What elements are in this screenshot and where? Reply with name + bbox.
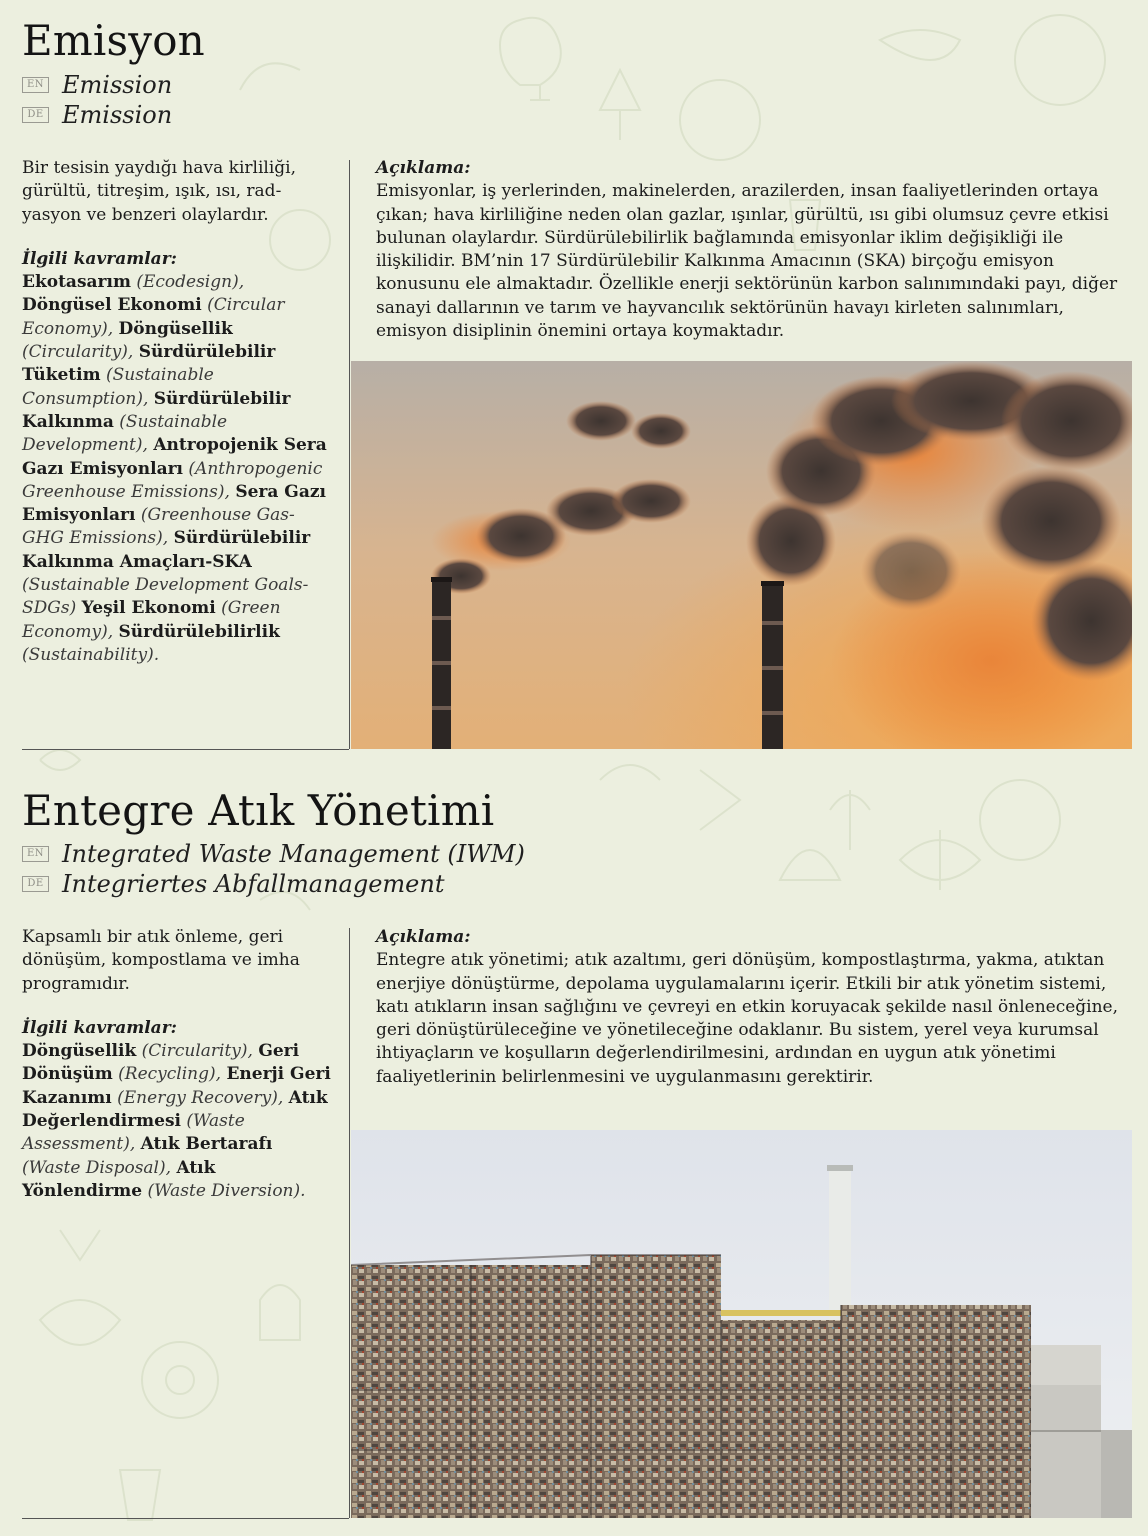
translation-text: Integriertes Abfallmanagement [62, 870, 445, 898]
related-term: Döngüsel Ekonomi [22, 295, 202, 316]
related-term-en: (Sustainable Development), [22, 411, 228, 456]
entry-title: Emisyon [22, 16, 205, 65]
related-term-en: (Waste Diversion). [147, 1180, 306, 1201]
translation-de [22, 101, 172, 129]
related-term-en: (Circularity), [22, 342, 134, 363]
explanation-text: Entegre atık yönetimi; atık azaltımı, geri dönüşüm, kompostlaştırma, yakma, atıktan enerjiye dönüştürme, depolama uygulamalarını içerir. Etkili bir atık yönetim sistemi, katı atıkların insan sağlığını ve çevreyi en etkin koruyacak şekilde nasıl önleneceğine, geri dönüştürüleceğine ve yönetileceğine odaklanır. Bu sistem, yerel veya kurumsal ihtiyaçların ve koşulların değerlendirilmesini, ardından en uygun atık yönetimi faaliyetlerinin belirlenmesini ve uygulanmasını gerektirir. [376, 950, 1119, 1087]
section-divider [22, 1518, 349, 1519]
related-term-en: (Anthropogenic Greenhouse Emissions), [22, 458, 323, 502]
related-term: Atık Yönlendirme [22, 1157, 216, 1201]
related-term-en: (Green Economy), [22, 598, 281, 642]
explanation-block [376, 926, 1121, 1089]
related-term-en: (Circular Economy), [22, 295, 285, 339]
related-term: Sürdürülebilir Kalkınma [22, 388, 291, 432]
definition: Bir tesisin yaydığı hava kirliliği, gürültü, titreşim, ışık, ısı, rad-yasyon ve benzeri olaylardır. [22, 158, 296, 225]
related-heading: İlgili kavramlar: [22, 248, 177, 269]
lang-badge-de: DE [22, 876, 49, 892]
related-heading: İlgili kavramlar: [22, 1017, 177, 1038]
related-term-en: (Sustainable Consumption), [22, 365, 214, 409]
column-divider [349, 160, 350, 749]
related-list [22, 1040, 332, 1203]
explanation-heading: Açıklama: [376, 927, 471, 947]
waste-bales-photo [351, 1130, 1132, 1518]
translation-text: Emission [62, 101, 173, 129]
related-term: Döngüsellik [22, 1041, 137, 1062]
related-term: Geri Dönüşüm [22, 1041, 300, 1085]
related-term: Sera Gazı Emisyonları [22, 481, 326, 526]
related-term-en: (Ecodesign), [136, 272, 245, 293]
related-term-en: (Waste Assessment), [22, 1111, 245, 1155]
explanation-text: Emisyonlar, iş yerlerinden, makinelerden, arazilerden, insan faaliyetlerinden ortaya çıkan; hava kirliliğine neden olan gazlar, ışınlar, gürültü, ısı gibi olumsuz çevre etkisi bulunan olaylardır. Sürdürülebilirlik bağlamında emisyonlar iklim değişikliği ile ilişkilidir. BM’nin 17 Sürdürülebilir Kalkınma Amacının (SKA) birçoğu emisyon konusunu ele almaktadır. Özellikle enerji sektörünün karbon salınımındaki payı, diğer sanayi dallarının ve tarım ve hayvancılık sektörünün havayı kirleten salınımları, emisyon disiplinin önemini ortaya koymaktadır. [376, 181, 1118, 342]
translation-text: Emission [62, 71, 173, 99]
column-divider [349, 928, 350, 1518]
related-term: Ekotasarım [22, 272, 131, 293]
smokestacks-photo [351, 361, 1132, 749]
related-term: Yeşil Ekonomi [81, 598, 216, 619]
entry-title: Entegre Atık Yönetimi [22, 786, 495, 835]
related-term: Sürdürülebilir Tüketim [22, 342, 276, 386]
related-term-en: (Greenhouse Gas-GHG Emissions), [22, 505, 295, 549]
related-term: Antropojenik Sera Gazı Emisyonları [22, 435, 327, 479]
explanation-heading: Açıklama: [376, 158, 471, 178]
related-term-en: (Circularity), [141, 1041, 253, 1062]
translation-en [22, 71, 172, 99]
lang-badge-en: EN [22, 846, 49, 862]
related-term-en: (Sustainable Development Goals-SDGs) [22, 575, 309, 619]
related-term-en: (Waste Disposal), [22, 1157, 172, 1178]
lang-badge-en: EN [22, 77, 49, 93]
section-divider [22, 749, 349, 750]
related-term: Sürdürülebilirlik [118, 621, 280, 642]
related-term: Atık Değerlendirmesi [22, 1087, 328, 1132]
related-term-en: (Recycling), [118, 1064, 222, 1085]
translation-de [22, 870, 444, 898]
related-term: Döngüsellik [118, 318, 233, 339]
translation-text: Integrated Waste Management (IWM) [62, 840, 525, 868]
related-term: Atık Bertarafı [140, 1134, 273, 1155]
related-term: Enerji Geri Kazanımı [22, 1064, 331, 1108]
translation-en [22, 840, 525, 868]
lang-badge-de: DE [22, 107, 49, 123]
related-term: Sürdürülebilir Kalkınma Amaçları-SKA [22, 528, 311, 572]
related-term-en: (Sustainability). [22, 644, 160, 665]
related-term-en: (Energy Recovery), [117, 1087, 284, 1108]
left-column [22, 926, 332, 1203]
definition: Kapsamlı bir atık önleme, geri dönüşüm, kompostlama ve imha programıdır. [22, 927, 300, 994]
left-column [22, 157, 332, 667]
explanation-block [376, 157, 1121, 343]
related-list [22, 271, 332, 667]
